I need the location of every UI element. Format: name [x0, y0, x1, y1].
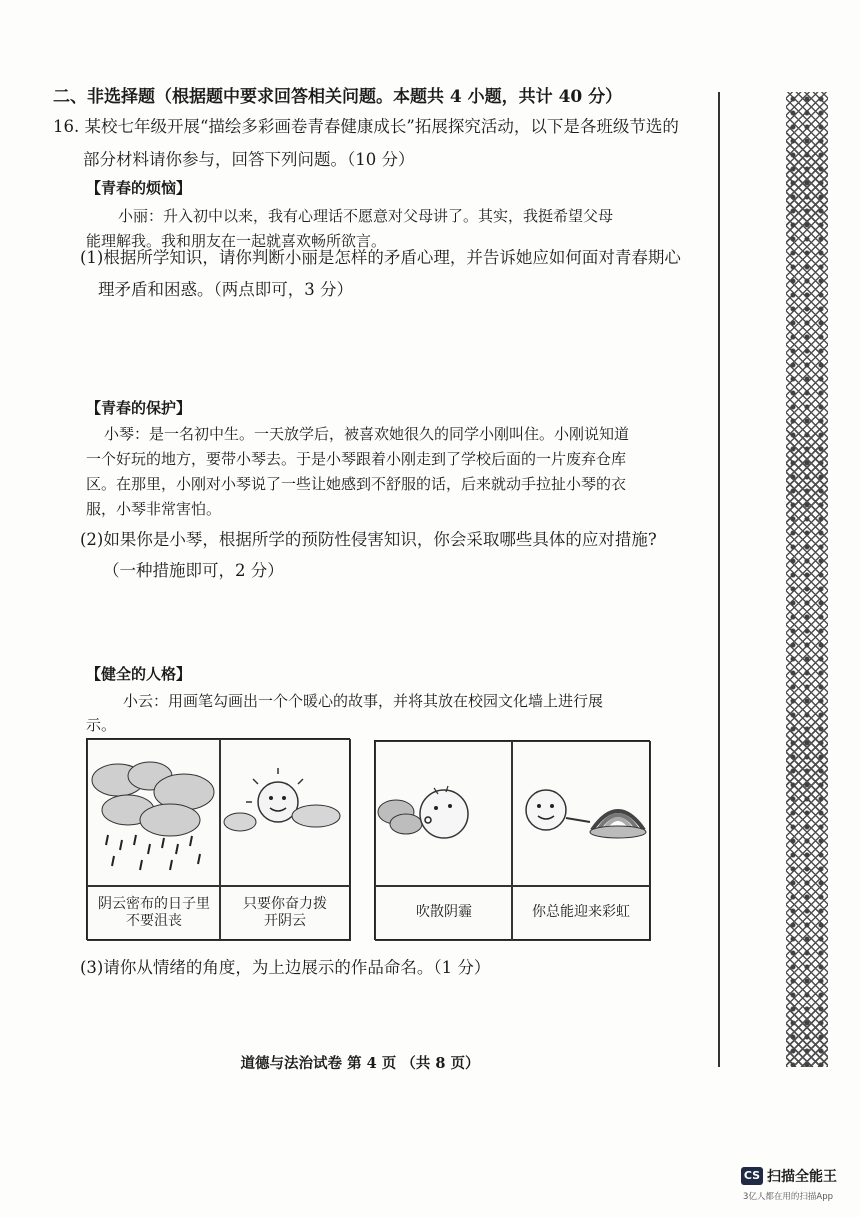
comic-panel-rain	[87, 739, 221, 887]
part2-question-line2: （一种措施即可，2 分）	[103, 561, 284, 580]
part3-tag: 【健全的人格】	[86, 665, 192, 683]
camscanner-subtitle: 3亿人都在用的扫描App	[743, 1192, 834, 1202]
part1-question-line2: 理矛盾和困惑。（两点即可，3 分）	[98, 280, 353, 299]
comic-left	[86, 738, 350, 940]
part1-material-line2: 能理解我。我和朋友在一起就喜欢畅所欲言。	[86, 232, 387, 250]
part1-question-line1: (1)根据所学知识，请你判断小丽是怎样的矛盾心理，并告诉她应如何面对青春期心	[80, 248, 681, 267]
part2-tag: 【青春的保护】	[86, 399, 192, 417]
part2-material-line2: 一个好玩的地方，要带小琴去。于是小琴跟着小刚走到了学校后面的一片废弃仓库	[86, 450, 627, 468]
camscanner-logo-icon: CS	[741, 1167, 763, 1185]
part3-material-line2: 示。	[86, 716, 117, 734]
comic-right-caption-1: 吹散阴霾	[375, 885, 513, 941]
sun-blowing-haze-illustration	[376, 742, 512, 886]
comic-panel-sun-clouds	[219, 739, 351, 887]
question-16-line1: 16. 某校七年级开展“描绘多彩画卷青春健康成长”拓展探究活动，以下是各班级节选的	[53, 117, 679, 136]
comic-left-caption-2: 只要你奋力拨 开阴云	[219, 885, 351, 941]
sun-with-rainbow-illustration	[512, 742, 650, 886]
comic-right-caption-2: 你总能迎来彩虹	[511, 885, 651, 941]
page-footer: 道德与法治试卷 第 4 页 （共 8 页）	[240, 1055, 480, 1072]
comic-panel-rainbow	[511, 741, 651, 887]
comic-right	[374, 740, 650, 940]
part2-material-line1: 小琴：是一名初中生。一天放学后，被喜欢她很久的同学小刚叫住。小刚说知道	[104, 425, 630, 443]
part1-tag: 【青春的烦恼】	[86, 179, 192, 197]
question-16-line2: 部分材料请你参与，回答下列问题。（10 分）	[83, 150, 415, 169]
comic-left-caption-1: 阴云密布的日子里 不要沮丧	[87, 885, 221, 941]
part3-material-line1: 小云：用画笔勾画出一个个暖心的故事，并将其放在校园文化墙上进行展	[123, 692, 604, 710]
decorative-border	[786, 92, 828, 1067]
part1-material-line1: 小丽：升入初中以来，我有心理话不愿意对父母讲了。其实，我挺希望父母	[118, 207, 614, 225]
part2-question-line1: (2)如果你是小琴，根据所学的预防性侵害知识，你会采取哪些具体的应对措施?	[80, 530, 657, 549]
part3-question: (3)请你从情绪的角度，为上边展示的作品命名。（1 分）	[80, 958, 491, 977]
part2-material-line4: 服，小琴非常害怕。	[86, 500, 222, 518]
comic-panel-blow-haze	[375, 741, 513, 887]
binding-line	[718, 92, 720, 1067]
rain-clouds-illustration	[88, 740, 220, 886]
sun-pushing-clouds-illustration	[220, 740, 350, 886]
section-heading: 二、非选择题（根据题中要求回答相关问题。本题共 4 小题，共计 40 分）	[53, 87, 623, 107]
camscanner-name: 扫描全能王	[767, 1169, 837, 1185]
part2-material-line3: 区。在那里，小刚对小琴说了一些让她感到不舒服的话，后来就动手拉扯小琴的衣	[86, 475, 627, 493]
